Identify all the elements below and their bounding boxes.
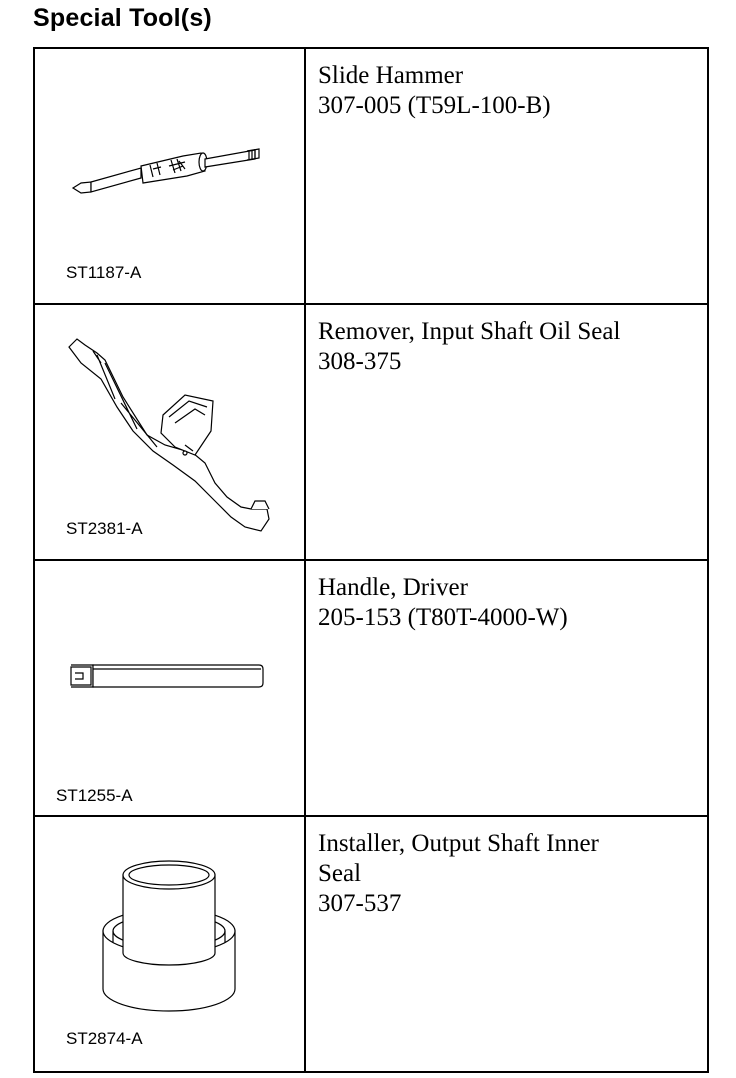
tool-image-cell (34, 304, 305, 560)
tool-name: Slide Hammer (318, 62, 464, 89)
tool-description-cell (305, 48, 708, 304)
tool-image-cell (34, 48, 305, 304)
tool-number: 205-153 (T80T-4000-W) (318, 604, 568, 631)
tool-description-cell (305, 816, 708, 1072)
tool-name: Remover, Input Shaft Oil Seal (318, 318, 621, 345)
tool-name-line-1: Installer, Output Shaft Inner (318, 830, 599, 857)
tool-code: ST1255-A (56, 786, 133, 805)
tool-description-cell (305, 304, 708, 560)
tool-code: ST2381-A (66, 519, 143, 538)
tool-name-line-2: Seal (318, 860, 362, 887)
tool-code: ST2874-A (66, 1029, 143, 1048)
tool-image-cell (34, 816, 305, 1072)
tool-number: 307-005 (T59L-100-B) (318, 92, 551, 119)
tool-name: Handle, Driver (318, 574, 468, 601)
tool-description-cell (305, 560, 708, 816)
tool-number: 307-537 (318, 890, 402, 917)
table-row (34, 48, 708, 304)
driver-handle-illustration (35, 561, 304, 815)
page-title: Special Tool(s) (33, 4, 212, 32)
table-row (34, 304, 708, 560)
table-row (34, 560, 708, 816)
tool-code: ST1187-A (66, 263, 142, 282)
tool-image-cell (34, 560, 305, 816)
table-row (34, 816, 708, 1072)
special-tools-table (33, 47, 709, 1073)
tool-number: 308-375 (318, 348, 402, 375)
